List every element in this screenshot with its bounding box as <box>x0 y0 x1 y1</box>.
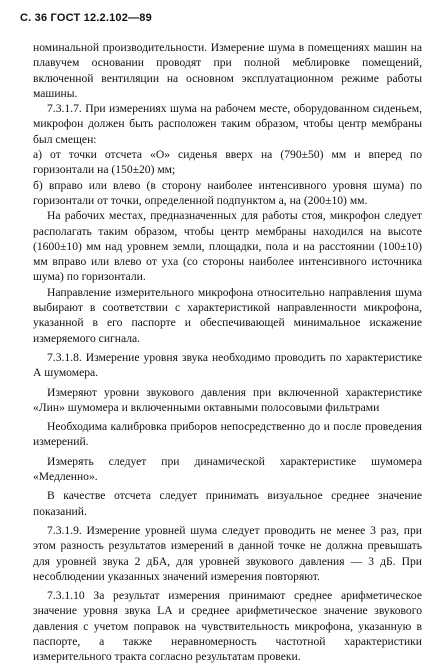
paragraph-7-3-1-10: 7.3.1.10 За результат измерения принимают среднее арифметическое значение уровня звука LA и среднее арифметическое значение звукового давления с учетом поправок на чувствительность микрофона, указанную в паспорте, а также неравномерность частотной характеристики измерительного тракта согласно результатам провеки. <box>33 589 422 664</box>
paragraph-visual-average: В качестве отсчета следует принимать визуальное среднее значение показаний. <box>33 489 422 518</box>
paragraph-microphone-direction: Направление измерительного микрофона относительно направления шума выбирают в соответствии с характеристикой направленности микрофона, указанной в его паспорте и обеспечивающей минимальное искажение измеряемого сигнала. <box>33 285 422 345</box>
paragraph-slow-mode: Измерять следует при динамической характеристике шумомера «Медленно». <box>33 454 422 484</box>
paragraph-7-3-1-9: 7.3.1.9. Измерение уровней шума следует проводить не менее 3 раз, при этом разность результатов измерений в данной точке не должна превышать для уровней звука 2 дБА, для уровней звукового давления — 3 дБ. При несоблюдении указанных значений измерения повторяют. <box>33 523 422 583</box>
paragraph-standing-workplace: На рабочих местах, предназначенных для работы стоя, микрофон следует располагать таким образом, чтобы центр мембраны находился на высоте (1600±10) мм над уровнем земли, площадки, пола и на расстоянии (100±10) мм вправо или влево от уха (со стороны наиболее интенсивного источника шума) по горизонтали. <box>33 209 422 284</box>
page-header: С. 36 ГОСТ 12.2.102—89 <box>20 12 152 24</box>
paragraph-7-3-1-8: 7.3.1.8. Измерение уровня звука необходимо проводить по характеристике А шумомера. <box>33 350 422 380</box>
paragraph-calibration: Необходима калибровка приборов непосредственно до и после проведения измерений. <box>33 420 422 449</box>
paragraph-7-3-1-7: 7.3.1.7. При измерениях шума на рабочем месте, оборудованном сиденьем, микрофон должен быть расположен таким образом, чтобы центр мембраны был смещен: <box>33 102 422 146</box>
paragraph-octave-filters: Измеряют уровни звукового давления при включенной характеристике «Лин» шумомера и включенными октавными полосовыми фильтрами <box>33 385 422 414</box>
document-body <box>33 40 422 665</box>
list-item-b: б) вправо или влево (в сторону наиболее интенсивного уровня шума) по горизонтали от точки, определенной подпунктом а, на (200±10) мм. <box>33 178 422 207</box>
paragraph-continuation: номинальной производительности. Измерение шума в помещениях машин на плавучем основании проводят при полной меблировке помещений, включенной вентиляции на основном эксплуатационном режиме работы машины. <box>33 41 422 100</box>
list-item-a: а) от точки отсчета «О» сиденья вверх на (790±50) мм и вперед по горизонтали на (150±20) мм; <box>33 148 422 177</box>
